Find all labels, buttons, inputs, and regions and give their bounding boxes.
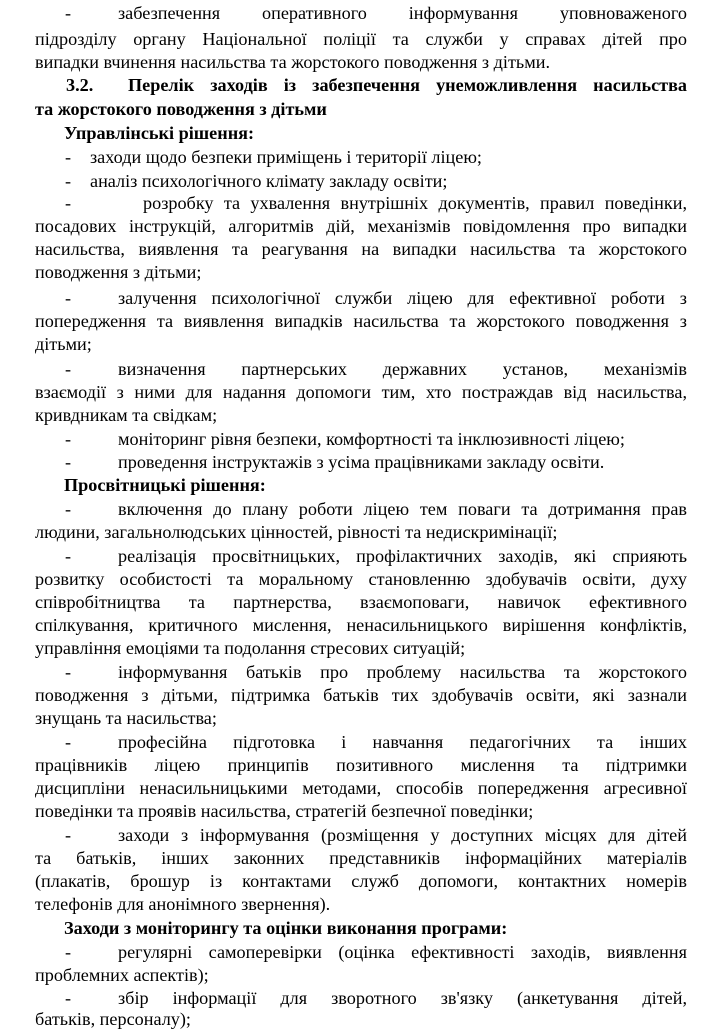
management-item: дітьми; [35, 334, 92, 354]
management-item: залучення психологічної служби ліцею для ефективної роботи з [118, 288, 687, 308]
education-item: (плакатів, брошур із контактами служб допомоги, контактних номерів [35, 871, 687, 891]
education-item: працівників ліцею принципів позитивного мислення та підтримки [35, 755, 687, 775]
management-item: розробку та ухвалення внутрішніх документів, правил поведінки, [143, 193, 687, 213]
text-line [0, 96, 703, 122]
management-item: аналіз психологічного клімату закладу освіти; [90, 171, 448, 191]
monitoring-heading: Заходи з моніторингу та оцінки виконання програми: [64, 918, 508, 938]
text-line [0, 1006, 703, 1032]
section-title: та жорстокого поводження з дітьми [35, 99, 327, 119]
section-number: 3.2. [66, 75, 94, 95]
education-item: включення до плану роботи ліцею тем поваги та дотримання прав [118, 499, 687, 519]
text-line [0, 331, 703, 357]
list-bullet-dash: - [65, 429, 72, 449]
text-line [0, 402, 703, 428]
list-bullet-dash: - [65, 825, 72, 845]
text-line [0, 635, 703, 661]
list-bullet-dash: - [65, 732, 72, 752]
list-bullet-dash: - [65, 662, 72, 682]
list-bullet-dash: - [65, 288, 72, 308]
education-item: поводження з дітьми, підтримка батьків тих здобувачів освіти, які зазнали [35, 685, 687, 705]
text-line [0, 72, 703, 98]
intro-item-text: випадки вчинення насильства та жорстокого поводження з дітьми. [35, 52, 551, 72]
education-item: розвитку особистості та моральному становленню здобувачів освіти, духу [35, 569, 687, 589]
text-line [0, 472, 703, 498]
management-item: кривдникам та свідкам; [35, 405, 218, 425]
list-bullet-dash: - [65, 988, 72, 1008]
education-item: співробітництва та партнерства, взаємоповаги, навичок ефективного [35, 592, 687, 612]
list-bullet-dash: - [65, 359, 72, 379]
list-bullet-dash: - [65, 452, 72, 472]
education-item: людини, загальнолюдських цінностей, рівності та недискримінації; [35, 522, 558, 542]
education-item: та батьків, інших законних представників інформаційних матеріалів [35, 848, 687, 868]
management-item: поводження з дітьми; [35, 262, 202, 282]
education-item: спілкування, критичного мислення, ненасильницького вирішення конфліктів, [35, 615, 687, 635]
text-line [0, 120, 703, 146]
text-line [0, 144, 703, 170]
education-item: професійна підготовка і навчання педагогічних та інших [118, 732, 687, 752]
list-bullet-dash: - [65, 942, 72, 962]
list-bullet-dash: - [65, 3, 72, 23]
management-item: попередження та виявлення випадків насильства та жорстокого поводження з [35, 311, 687, 331]
management-item: заходи щодо безпеки приміщень і території ліцею; [90, 147, 482, 167]
management-item: насильства, виявлення та реагування на випадки насильства та жорстокого [35, 239, 687, 259]
list-bullet-dash: - [65, 193, 72, 213]
list-bullet-dash: - [65, 147, 72, 167]
section-title: Перелік заходів із забезпечення унеможливлення насильства [128, 75, 687, 95]
education-item: управління емоціями та подолання стресових ситуацій; [35, 638, 466, 658]
education-heading: Просвітницькі рішення: [64, 475, 266, 495]
monitoring-item: збір інформації для зворотного зв'язку (анкетування дітей, [118, 988, 687, 1008]
education-item: заходи з інформування (розміщення у доступних місцях для дітей [118, 825, 687, 845]
monitoring-item: проблемних аспектів); [35, 965, 209, 985]
monitoring-item: батьків, персоналу); [35, 1009, 191, 1029]
management-item: взаємодії з ними для надання допомоги тим, хто постраждав від насильства, [35, 382, 687, 402]
management-item: визначення партнерських державних установ, механізмів [118, 359, 687, 379]
management-heading: Управлінські рішення: [64, 123, 255, 143]
education-item: знущань та насильства; [35, 708, 217, 728]
text-line [0, 0, 703, 26]
list-bullet-dash: - [65, 171, 72, 191]
management-item: посадових інструкцій, алгоритмів дій, механізмів повідомлення про випадки [35, 216, 687, 236]
list-bullet-dash: - [65, 499, 72, 519]
text-line [0, 519, 703, 545]
text-line [0, 259, 703, 285]
management-item: моніторинг рівня безпеки, комфортності та інклюзивності ліцею; [118, 429, 625, 449]
list-bullet-dash: - [65, 546, 72, 566]
education-item: дисципліни ненасильницькими методами, способів попередження агресивної [35, 778, 687, 798]
management-item: проведення інструктажів з усіма працівниками закладу освіти. [118, 452, 605, 472]
text-line [0, 891, 703, 917]
intro-item-text: забезпечення оперативного інформування уповноваженого [118, 3, 687, 23]
text-line [0, 798, 703, 824]
intro-item-text: підрозділу органу Національної поліції та служби у справах дітей про [35, 29, 687, 49]
education-item: інформування батьків про проблему насильства та жорстокого [118, 662, 687, 682]
education-item: поведінки та проявів насильства, стратегій безпечної поведінки; [35, 801, 534, 821]
text-line [0, 915, 703, 941]
education-item: реалізація просвітницьких, профілактичних заходів, які сприяють [118, 546, 687, 566]
text-line [0, 705, 703, 731]
monitoring-item: регулярні самоперевірки (оцінка ефективності заходів, виявлення [118, 942, 687, 962]
education-item: телефонів для анонімного звернення). [35, 894, 331, 914]
